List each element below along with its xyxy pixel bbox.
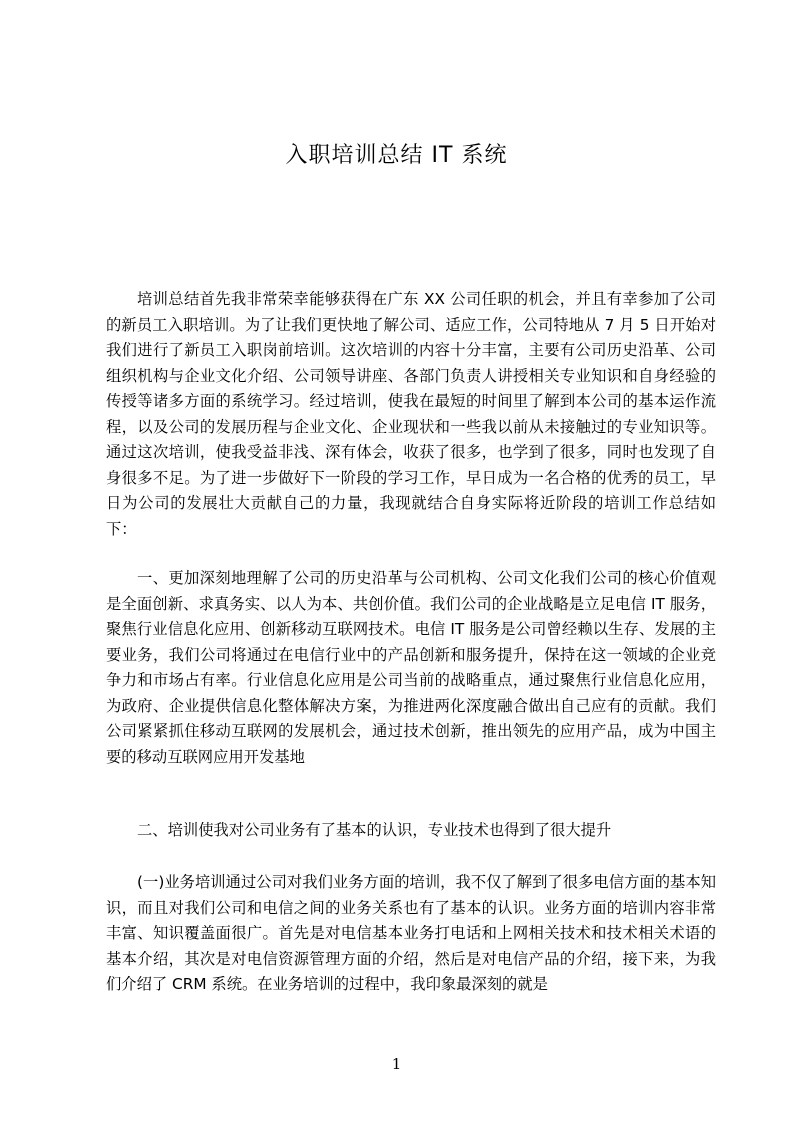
- page-number: 1: [391, 1055, 402, 1073]
- paragraph-introduction: 培训总结首先我非常荣幸能够获得在广东 XX 公司任职的机会，并且有幸参加了公司的新员工入职培训。为了让我们更快地了解公司、适应工作，公司特地从 7 月 5 日开始对我们进行了新员工入职岗前培训。这次培训的内容十分丰富，主要有公司历史沿革、公司组织机构与企业文化介绍、公司领导讲座、各部门负责人讲授相关专业知识和自身经验的传授等诸多方面的系统学习。经过培训，使我在最短的时间里了解到本公司的基本运作流程，以及公司的发展历程与企业文化、企业现状和一些我以前从未接触过的专业知识等。通过这次培训，使我受益非浅、深有体会，收获了很多，也学到了很多，同时也发现了自身很多不足。为了进一步做好下一阶段的学习工作，早日成为一名合格的优秀的员工，早日为公司的发展壮大贡献自己的力量，我现就结合自身实际将近阶段的培训工作总结如下：: [106, 290, 716, 538]
- document-title: 入职培训总结 IT 系统: [285, 143, 508, 168]
- paragraph-section-one: 一、更加深刻地理解了公司的历史沿革与公司机构、公司文化我们公司的核心价值观是全面创新、求真务实、以人为本、共创价值。我们公司的企业战略是立足电信 IT 服务，聚焦行业信息化应用、创新移动互联网技术。电信 IT 服务是公司曾经赖以生存、发展的主要业务，我们公司将通过在电信行业中的产品创新和服务提升，保持在这一领域的企业竞争力和市场占有率。行业信息化应用是公司当前的战略重点，通过聚焦行业信息化应用，为政府、企业提供信息化整体解决方案，为推进两化深度融合做出自己应有的贡献。我们公司紧紧抓住移动互联网的发展机会，通过技术创新，推出领先的应用产品，成为中国主要的移动互联网应用开发基地: [106, 569, 716, 766]
- paragraph-business-training: (一)业务培训通过公司对我们业务方面的培训，我不仅了解到了很多电信方面的基本知识，而且对我们公司和电信之间的业务关系也有了基本的认识。业务方面的培训内容非常丰富、知识覆盖面很广。首先是对电信基本业务打电话和上网相关技术和技术相关术语的基本介绍，其次是对电信资源管理方面的介绍，然后是对电信产品的介绍，接下来，为我们介绍了 CRM 系统。在业务培训的过程中，我印象最深刻的就是: [106, 873, 716, 993]
- paragraph-section-two-heading: 二、培训使我对公司业务有了基本的认识，专业技术也得到了很大提升: [137, 821, 612, 839]
